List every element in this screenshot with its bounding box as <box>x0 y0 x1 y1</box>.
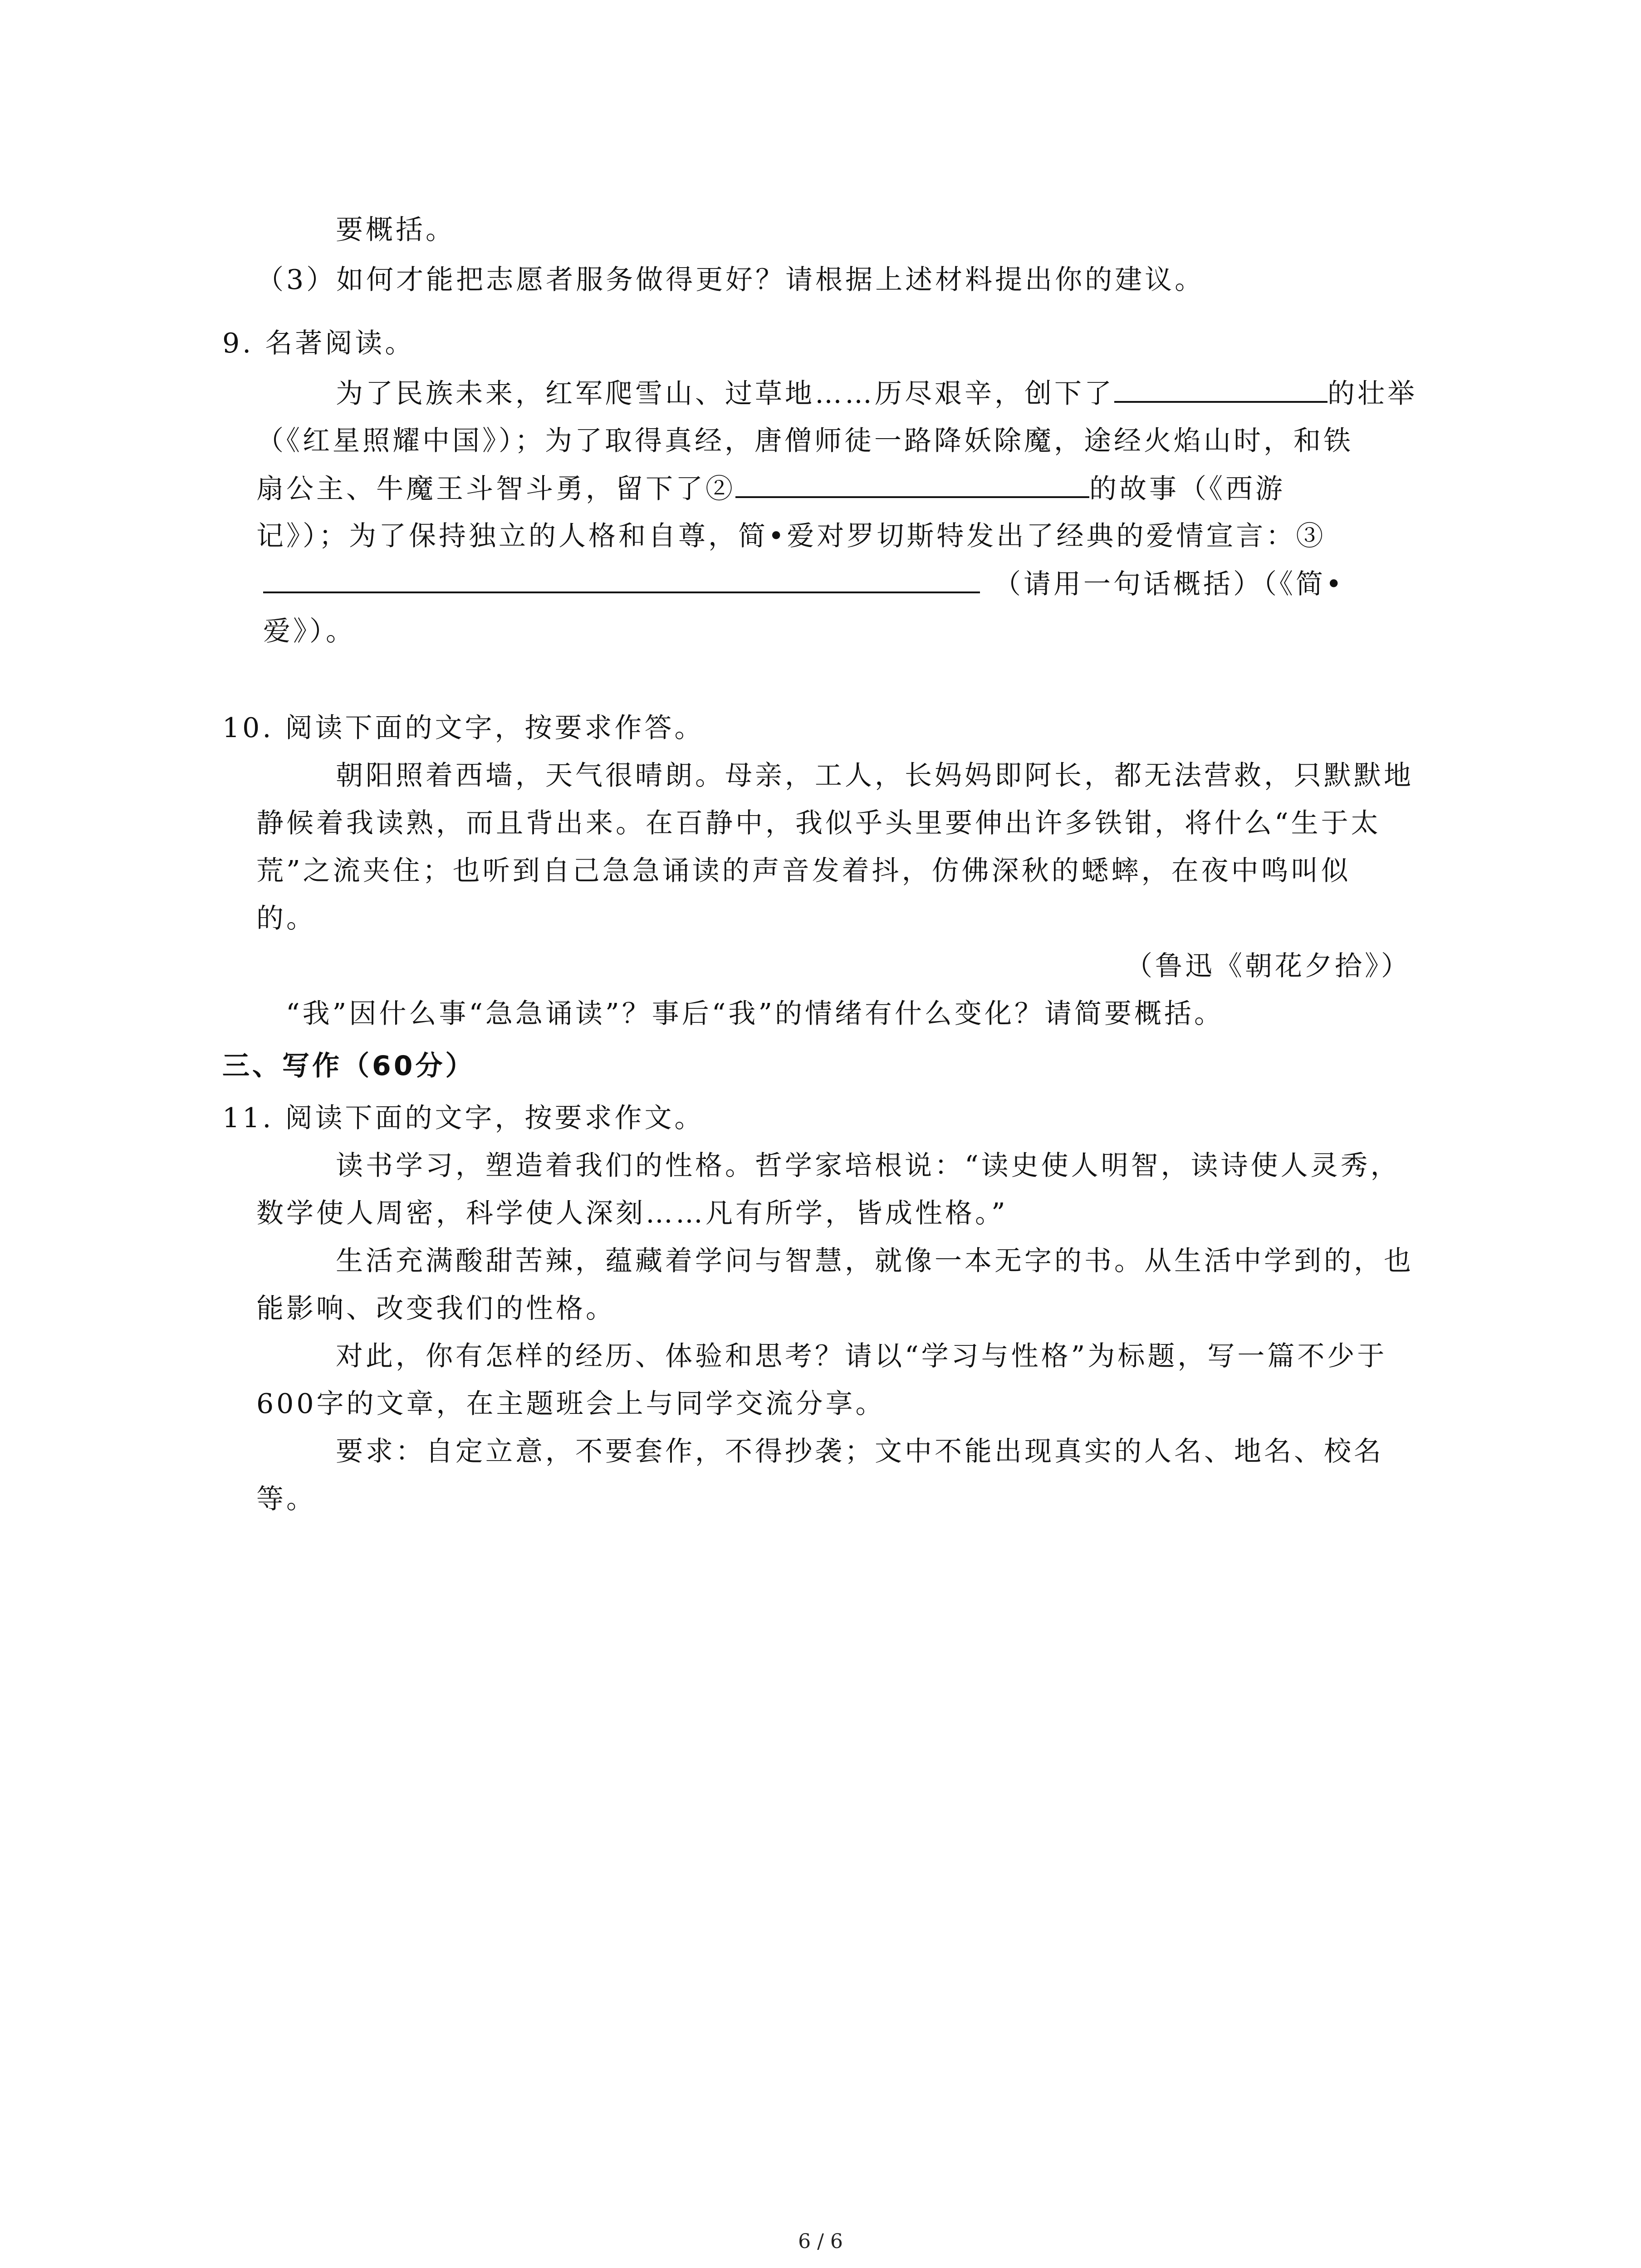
q11-para-3-line-1: 对此，你有怎样的经历、体验和思考？请以“学习与性格”为标题，写一篇不少于 <box>336 1340 1387 1372</box>
q9-line-3 <box>256 468 1285 509</box>
q10-passage-line-2: 静候着我读熟，而且背出来。在百静中，我似乎头里要伸出许多铁钳，将什么“生于太 <box>256 807 1381 839</box>
q11-para-2-line-1: 生活充满酸甜苦辣，蕴藏着学问与智慧，就像一本无字的书。从生活中学到的，也 <box>336 1245 1414 1277</box>
q10-source: （鲁迅《朝花夕拾》） <box>1125 950 1411 982</box>
q10-passage-line-4: 的。 <box>256 903 316 934</box>
q10-title: 10. 阅读下面的文字，按要求作答。 <box>222 712 705 744</box>
q8-continuation: 要概括。 <box>336 214 456 246</box>
q9-line-1-text-b: 的壮举 <box>1327 378 1417 410</box>
q11-para-1-line-1: 读书学习，塑造着我们的性格。哲学家培根说：“读史使人明智，读诗使人灵秀， <box>336 1150 1401 1182</box>
page-number: 6 / 6 <box>798 2230 843 2253</box>
q9-line-1 <box>336 373 1417 414</box>
section-3-heading: 三、写作（60分） <box>222 1050 475 1082</box>
answer-blank-1[interactable] <box>1114 373 1327 403</box>
q9-line-6: 爱》）。 <box>263 616 356 647</box>
q11-para-4-line-1: 要求：自定立意，不要套作，不得抄袭；文中不能出现真实的人名、地名、校名 <box>336 1436 1384 1467</box>
q11-para-4-line-2: 等。 <box>256 1483 316 1515</box>
q10-question: “我”因什么事“急急诵读”？事后“我”的情绪有什么变化？请简要概括。 <box>286 998 1225 1030</box>
q9-line-1-text-a: 为了民族未来，红军爬雪山、过草地……历尽艰辛，创下了 <box>336 378 1114 410</box>
q10-passage-line-1: 朝阳照着西墙，天气很晴朗。母亲，工人，长妈妈即阿长，都无法营救，只默默地 <box>336 760 1414 792</box>
q11-title: 11. 阅读下面的文字，按要求作文。 <box>222 1102 705 1134</box>
q11-para-1-line-2: 数学使人周密，科学使人深刻……凡有所学，皆成性格。” <box>256 1198 1008 1229</box>
q11-para-2-line-2: 能影响、改变我们的性格。 <box>256 1293 616 1325</box>
q8-subquestion-3: （3）如何才能把志愿者服务做得更好？请根据上述材料提出你的建议。 <box>256 264 1205 296</box>
q11-para-3-line-2: 600字的文章，在主题班会上与同学交流分享。 <box>256 1388 886 1420</box>
q9-title: 9. 名著阅读。 <box>222 327 415 359</box>
q9-line-5-text: （请用一句话概括）（《简• <box>994 568 1345 600</box>
q9-line-3-text-b: 的故事（《西游 <box>1089 473 1285 505</box>
q9-line-2: （《红星照耀中国》）；为了取得真经，唐僧师徒一路降妖除魔，途经火焰山时，和铁 <box>256 425 1353 457</box>
q9-line-3-text-a: 扇公主、牛魔王斗智斗勇，留下了② <box>256 473 735 505</box>
answer-blank-3[interactable] <box>263 563 980 593</box>
q9-line-5 <box>263 563 1344 605</box>
q10-passage-line-3: 荒”之流夹住；也听到自己急急诵读的声音发着抖，仿佛深秋的蟋蟀，在夜中鸣叫似 <box>256 855 1351 887</box>
answer-blank-2[interactable] <box>735 468 1089 498</box>
q9-line-4: 记》）；为了保持独立的人格和自尊，简•爱对罗切斯特发出了经典的爱情宣言：③ <box>256 520 1326 552</box>
